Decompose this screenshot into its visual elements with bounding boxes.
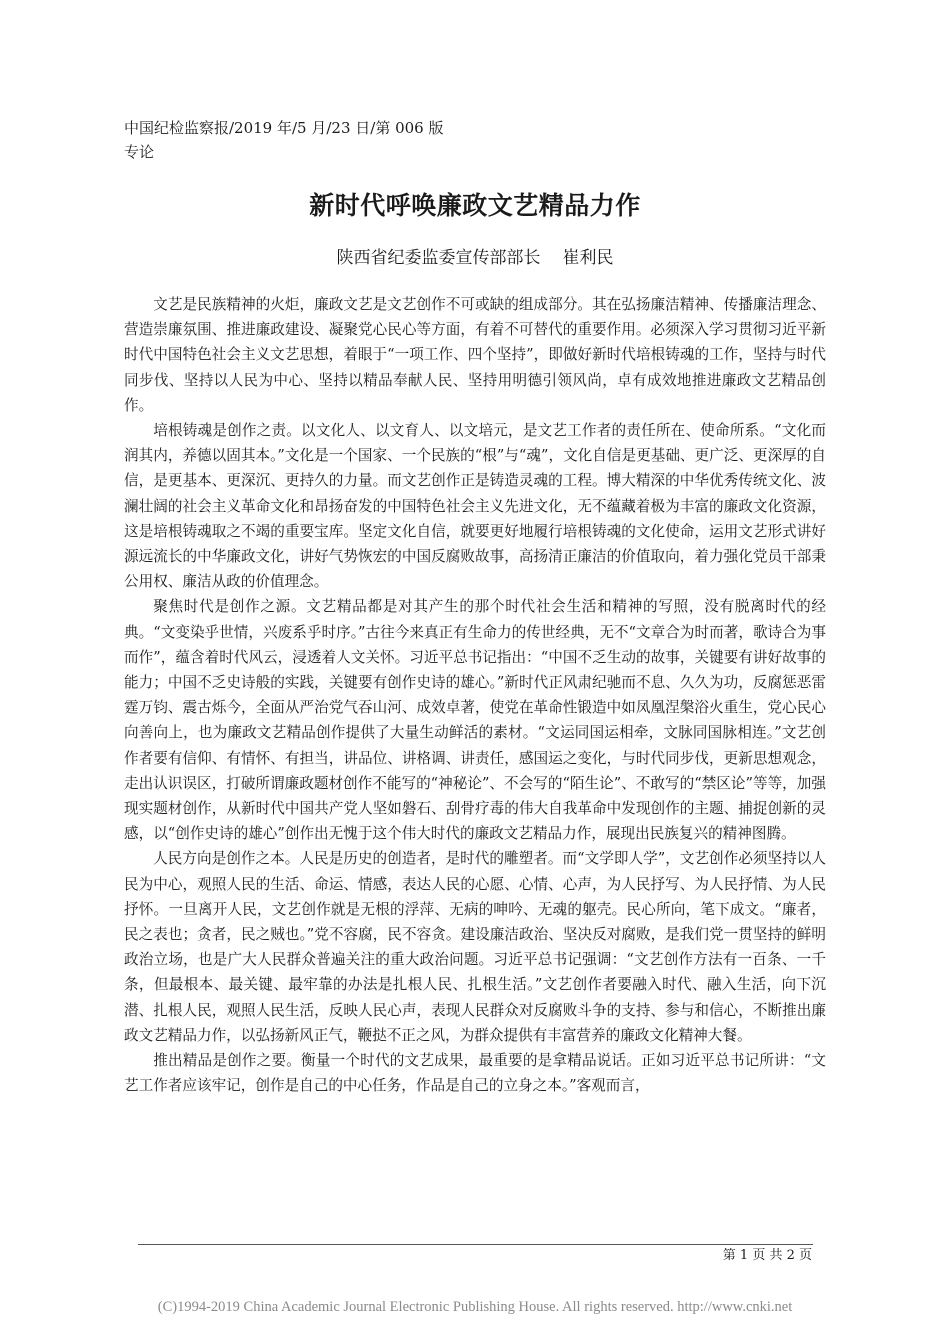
page-indicator: 第 1 页 共 2 页 [722, 1248, 812, 1263]
author-affiliation: 陕西省纪委监委宣传部部长 [336, 248, 541, 268]
body-paragraph: 聚焦时代是创作之源。文艺精品都是对其产生的那个时代社会生活和精神的写照，没有脱离时代的经典。“文变染乎世情，兴废系乎时序。”古往今来真正有生命力的传世经典，无不“文章合为时而著，歌诗合为事而作”，蕴含着时代风云，浸透着人文关怀。习近平总书记指出：“中国不乏生动的故事，关键要有讲好故事的能力；中国不乏史诗般的实践，关键要有创作史诗的雄心。”新时代正风肃纪驰而不息、久久为功，反腐惩恶雷霆万钧、震古烁今，全面从严治党气吞山河、成效卓著，使党在革命性锻造中如凤凰涅槃浴火重生，党心民心向善向上，也为廉政文艺精品创作提供了大量生动鲜活的素材。“文运同国运相牵，文脉同国脉相连。”文艺创作者要有信仰、有情怀、有担当，讲品位、讲格调、讲责任，感国运之变化，与时代同步伐，更新思想观念，走出认识误区，打破所谓廉政题材创作不能写的“神秘论”、不会写的“陌生论”、不敢写的“禁区论”等等，加强现实题材创作，从新时代中国共产党人坚如磐石、刮骨疗毒的伟大自我革命中发现创作的主题、捕捉创新的灵感，以“创作史诗的雄心”创作出无愧于这个伟大时代的廉政文艺精品力作，展现出民族复兴的精神图腾。 [124, 598, 826, 843]
author-byline [124, 244, 826, 272]
body-paragraph: 推出精品是创作之要。衡量一个时代的文艺成果，最重要的是拿精品说话。正如习近平总书记所讲：“文艺工作者应该牢记，创作是自己的中心任务，作品是自己的立身之本。”客观而言， [124, 1052, 826, 1095]
copyright-notice: (C)1994-2019 China Academic Journal Electronic Publishing House. All rights reserved. http://www.cnki.net [157, 1299, 793, 1315]
author-name: 崔利民 [562, 248, 614, 268]
article-body [124, 292, 826, 1099]
footer-divider [138, 1244, 813, 1245]
article-title: 新时代呼唤廉政文艺精品力作 [309, 191, 641, 220]
body-paragraph: 人民方向是创作之本。人民是历史的创造者，是时代的雕塑者。而“文学即人学”，文艺创作必须坚持以人民为中心，观照人民的生活、命运、情感，表达人民的心愿、心情、心声，为人民抒写、为人民抒情、为人民抒怀。一旦离开人民，文艺创作就是无根的浮萍、无病的呻吟、无魂的躯壳。民心所向，笔下成文。“廉者，民之表也；贪者，民之贼也。”党不容腐，民不容贪。建设廉洁政治、坚决反对腐败，是我们党一贯坚持的鲜明政治立场，也是广大人民群众普遍关注的重大政治问题。习近平总书记强调：“文艺创作方法有一百条、一千条，但最根本、最关键、最牢靠的办法是扎根人民、扎根生活。”文艺创作者要融入时代、融入生活，向下沉潜、扎根人民，观照人民生活，反映人民心声，表现人民群众对反腐败斗争的支持、参与和信心，不断推出廉政文艺精品力作，以弘扬新风正气，鞭挞不正之风，为群众提供有丰富营养的廉政文化精神大餐。 [124, 850, 826, 1044]
source-header [124, 116, 824, 164]
column-label: 专论 [124, 143, 155, 161]
body-paragraph: 文艺是民族精神的火炬，廉政文艺是文艺创作不可或缺的组成部分。其在弘扬廉洁精神、传播廉洁理念、营造崇廉氛围、推进廉政建设、凝聚党心民心等方面，有着不可替代的重要作用。必须深入学习贯彻习近平新时代中国特色社会主义文艺思想，着眼于“一项工作、四个坚持”，即做好新时代培根铸魂的工作，坚持与时代同步伐、坚持以人民为中心、坚持以精品奉献人民、坚持用明德引领风尚，卓有成效地推进廉政文艺精品创作。 [124, 296, 826, 414]
body-paragraph: 培根铸魂是创作之责。以文化人、以文育人、以文培元，是文艺工作者的责任所在、使命所系。“文化而润其内，养德以固其本。”文化是一个国家、一个民族的“根”与“魂”，文化自信是更基础、更广泛、更深厚的自信，是更基本、更深沉、更持久的力量。而文艺创作正是铸造灵魂的工程。博大精深的中华优秀传统文化、波澜壮阔的社会主义革命文化和昂扬奋发的中国特色社会主义先进文化，无不蕴藏着极为丰富的廉政文化资源，这是培根铸魂取之不竭的重要宝库。坚定文化自信，就要更好地履行培根铸魂的文化使命，运用文艺形式讲好源远流长的中华廉政文化，讲好气势恢宏的中国反腐败故事，高扬清正廉洁的价值取向，着力强化党员干部秉公用权、廉洁从政的价值理念。 [124, 422, 826, 591]
publication-source-line: 中国纪检监察报/2019 年/5 月/23 日/第 006 版 [124, 119, 444, 137]
